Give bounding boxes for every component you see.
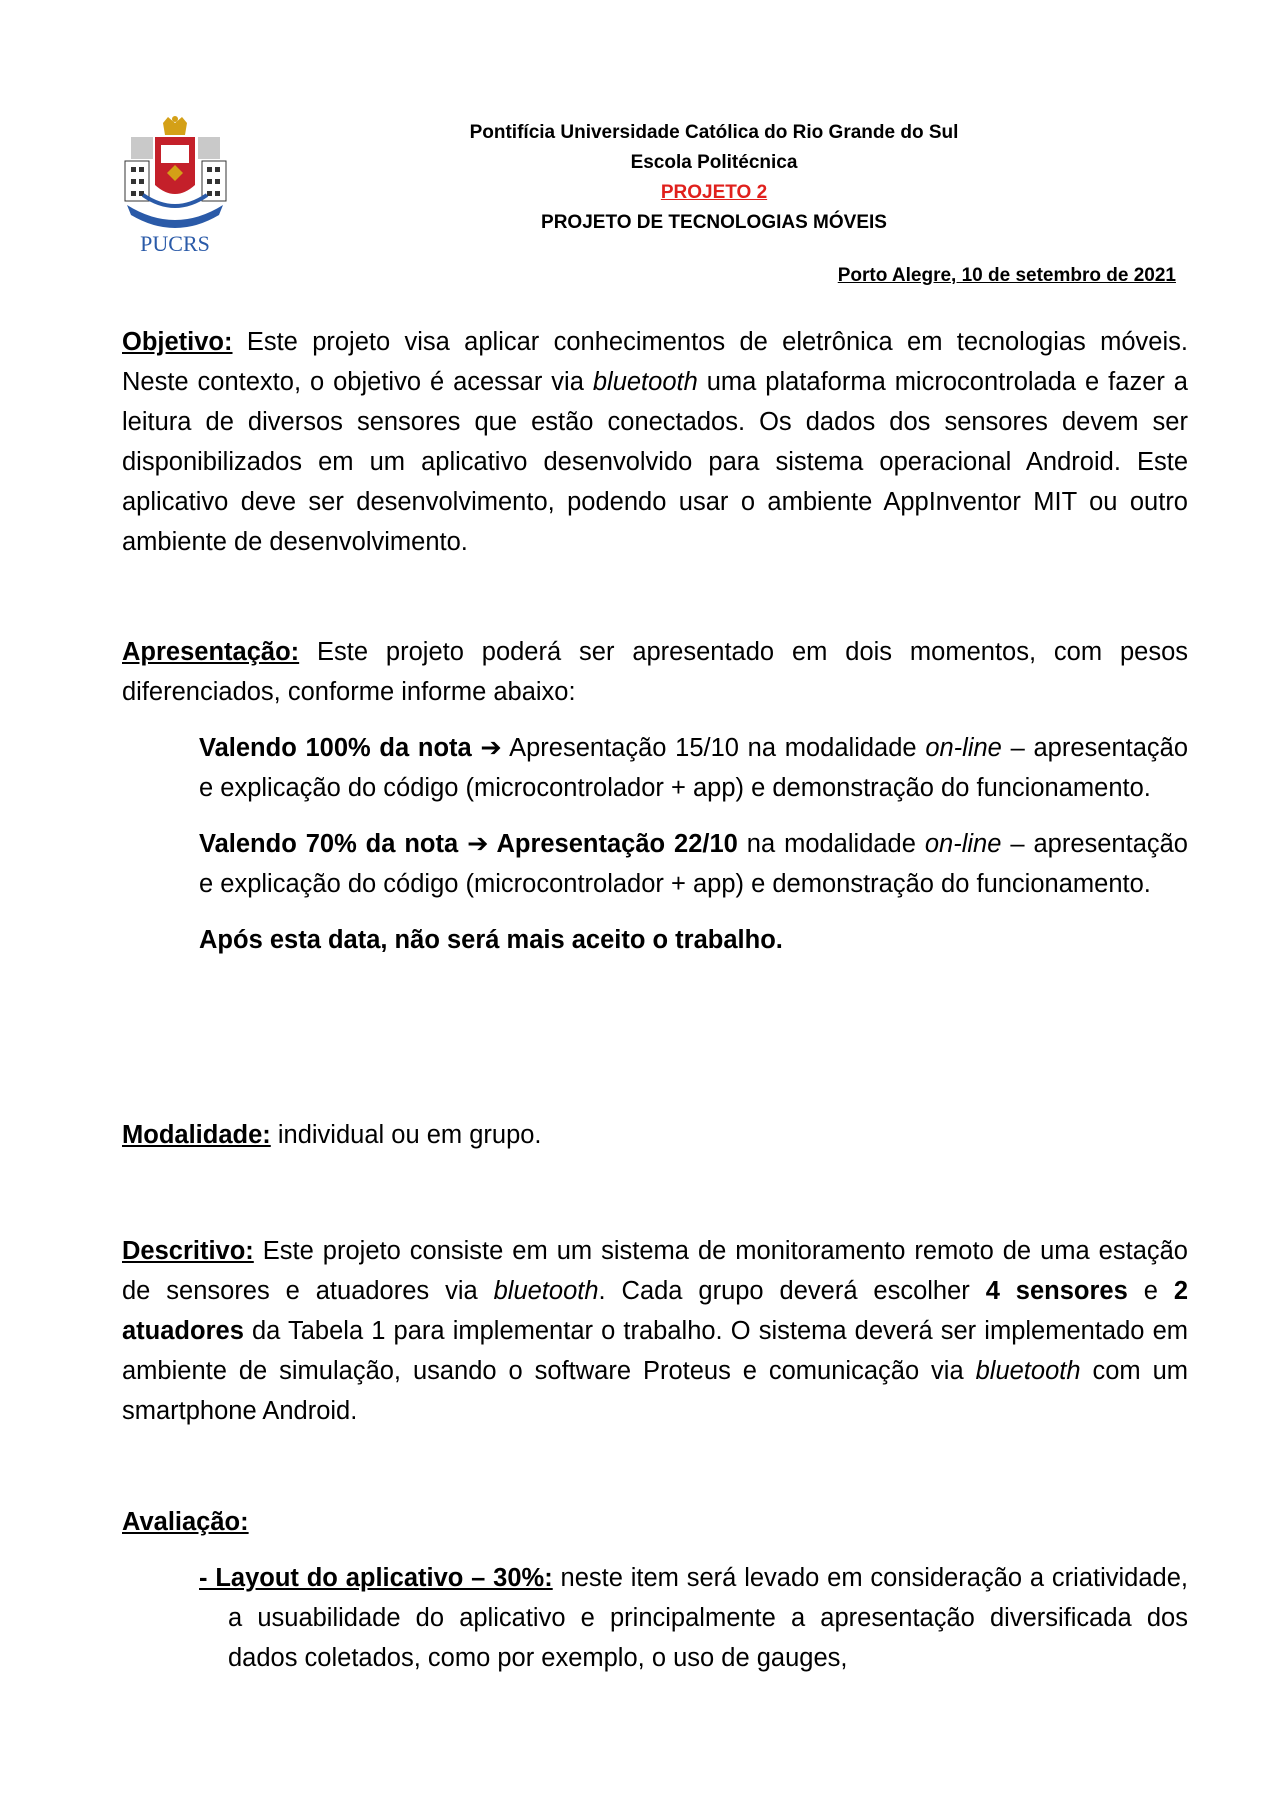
course-title: PROJETO DE TECNOLOGIAS MÓVEIS	[541, 212, 887, 233]
layout-label: - Layout do aplicativo – 30%:	[199, 1564, 553, 1592]
document-date: Porto Alegre, 10 de setembro de 2021	[837, 265, 1176, 286]
descritivo-italic-2: bluetooth	[975, 1357, 1081, 1385]
modalidade-paragraph	[122, 1115, 1188, 1155]
avaliacao-heading	[122, 1502, 1188, 1542]
apresentacao-section	[122, 632, 1188, 960]
item2-bold-2: Apresentação 22/10	[488, 830, 738, 858]
modalidade-label: Modalidade:	[122, 1121, 271, 1149]
descritivo-text-1: Este projeto consiste em um sistema de monitoramento remoto de uma estação de sensores e atuadores via	[122, 1237, 1188, 1305]
descritivo-text-5: com um smartphone Android.	[122, 1357, 1188, 1425]
arrow-right-icon: ➔	[467, 830, 489, 858]
descritivo-text-3: e	[1127, 1277, 1174, 1305]
apresentacao-text: Este projeto poderá ser apresentado em dois momentos, com pesos diferenciados, conforme informe abaixo:	[122, 638, 1188, 706]
item1-text-2: – apresentação e explicação do código (microcontrolador + app) e demonstração do funcionamento.	[199, 734, 1189, 802]
item2-text-2: – apresentação e explicação do código (microcontrolador + app) e demonstração do funcionamento.	[199, 830, 1188, 898]
descritivo-paragraph	[122, 1231, 1188, 1431]
apresentacao-paragraph	[122, 632, 1188, 712]
apresentacao-label: Apresentação:	[122, 638, 300, 666]
deadline-note: Após esta data, não será mais aceito o trabalho.	[199, 926, 783, 954]
avaliacao-item-1	[122, 1558, 1188, 1678]
descritivo-text-4: da Tabela 1 para implementar o trabalho. O sistema deverá ser implementado em ambiente de simulação, usando o software Proteus e comunicação via	[122, 1317, 1188, 1385]
objetivo-italic-bluetooth: bluetooth	[592, 368, 698, 396]
apresentacao-item-1	[122, 728, 1188, 808]
objetivo-text-2: uma plataforma microcontrolada e fazer a leitura de diversos sensores que estão conectados. Os dados dos sensores devem ser disponibilizados em um aplicativo desenvolvido para sistema operacional Android. Este aplicativo deve ser desenvolvimento, podendo usar o ambiente AppInventor MIT ou outro ambiente de desenvolvimento.	[122, 368, 1188, 556]
university-name: Pontifícia Universidade Católica do Rio Grande do Sul	[469, 122, 959, 143]
item1-bold: Valendo 100% da nota	[199, 734, 481, 762]
pucrs-logo	[123, 115, 228, 255]
arrow-right-icon: ➔	[480, 734, 502, 762]
item2-italic: on-line	[924, 830, 1002, 858]
document-header	[340, 118, 1088, 238]
layout-text: neste item será levado em consideração a criatividade, a usuabilidade do aplicativo e principalmente a apresentação diversificada dos dados coletados, como por exemplo, o uso de gauges,	[228, 1564, 1188, 1672]
objetivo-section	[122, 322, 1188, 562]
apresentacao-note	[122, 920, 1188, 960]
descritivo-text-2: . Cada grupo deverá escolher	[598, 1277, 986, 1305]
descritivo-label: Descritivo:	[122, 1237, 254, 1265]
descritivo-bold-sensors: 4 sensores	[985, 1277, 1128, 1305]
modalidade-text: individual ou em grupo.	[270, 1121, 542, 1149]
objetivo-paragraph	[122, 322, 1188, 562]
avaliacao-label: Avaliação:	[122, 1508, 249, 1536]
logo-text: PUCRS	[140, 231, 210, 255]
item2-bold: Valendo 70% da nota	[199, 830, 468, 858]
objetivo-text-1: Este projeto visa aplicar conhecimentos de eletrônica em tecnologias móveis. Neste contexto, o objetivo é acessar via	[122, 328, 1188, 396]
apresentacao-item-2	[122, 824, 1188, 904]
avaliacao-section	[122, 1502, 1188, 1678]
descritivo-bold-actuators: 2 atuadores	[122, 1277, 1188, 1345]
descritivo-section	[122, 1231, 1188, 1431]
project-number: PROJETO 2	[660, 182, 768, 203]
objetivo-label: Objetivo:	[122, 328, 233, 356]
modalidade-section	[122, 1115, 1188, 1155]
item1-italic: on-line	[925, 734, 1002, 762]
descritivo-italic-1: bluetooth	[493, 1277, 599, 1305]
item1-text-1: Apresentação 15/10 na modalidade	[501, 734, 926, 762]
item2-text-1: na modalidade	[737, 830, 925, 858]
school-name: Escola Politécnica	[630, 152, 798, 173]
